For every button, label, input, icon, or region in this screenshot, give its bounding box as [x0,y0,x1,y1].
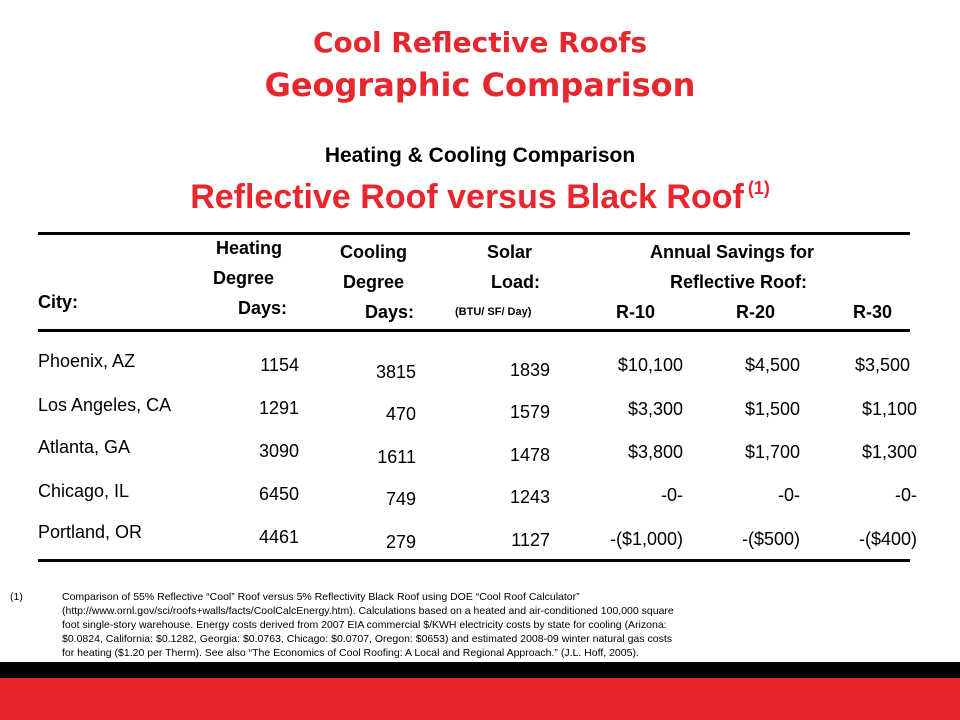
subtitle-main-text: Reflective Roof versus Black Roof [190,178,744,216]
footer-red-band [0,678,960,720]
header-savings-1: Annual Savings for [650,242,815,262]
r30-cell: $1,300 [861,442,917,462]
r10-cell: $3,300 [627,399,683,419]
header-savings-2: Reflective Roof: [670,272,808,292]
footer-black-band [0,662,960,678]
title-line-1: Cool Reflective Roofs [312,26,648,59]
r20-cell: $1,500 [744,399,800,419]
header-solar-2: Load: [491,272,540,292]
solar-cell: 1478 [509,445,550,465]
cooling-cell: 749 [385,489,416,509]
solar-cell: 1243 [509,487,550,507]
header-r20: R-20 [736,302,776,322]
city-cell: Atlanta, GA [38,437,131,457]
footnote-line: foot single-story warehouse. Energy costs derived from 2007 EIA commercial $/KWH electricity costs by state for cooling (Arizona: [62,619,667,631]
header-solar-1: Solar [487,242,533,262]
header-r30: R-30 [853,302,893,322]
solar-cell: 1839 [509,360,550,380]
header-solar-units: (BTU/ SF/ Day) [455,306,532,318]
header-cooling-3: Days: [365,302,415,322]
heating-cell: 3090 [258,441,299,461]
r10-cell: $3,800 [627,442,683,462]
r30-cell: -($400) [858,529,917,549]
r20-cell: -($500) [741,529,800,549]
header-rule [38,329,910,332]
r30-cell: $1,100 [861,399,917,419]
cooling-cell: 279 [385,532,416,552]
heating-cell: 4461 [258,527,299,547]
footnote-line: for heating ($1.20 per Therm). See also “The Economics of Cool Roofing: A Local and Regional Approach.” (J.L. Hoff, 2005). [62,647,639,659]
r10-cell: -($1,000) [609,529,683,549]
r30-cell: $3,500 [854,355,910,375]
city-cell: Phoenix, AZ [38,351,136,371]
header-cooling-1: Cooling [340,242,407,262]
bottom-rule [38,559,910,562]
heating-cell: 6450 [258,484,299,504]
r20-cell: -0- [778,485,800,505]
r30-cell: -0- [895,485,917,505]
header-heating-2: Degree [213,268,275,288]
footnote-marker: (1) [10,591,23,603]
solar-cell: 1127 [511,530,550,550]
footnote-reference: (1) [747,178,770,198]
r10-cell: $10,100 [617,355,683,375]
cooling-cell: 470 [385,404,416,424]
header-r10: R-10 [616,302,656,322]
solar-cell: 1579 [509,402,550,422]
subtitle-line-1: Heating & Cooling Comparison [324,144,636,167]
title-line-2: Geographic Comparison [264,66,696,104]
r20-cell: $4,500 [744,355,800,375]
header-heating-3: Days: [238,298,288,318]
heating-cell: 1154 [260,355,299,375]
footnote-line: Comparison of 55% Reflective “Cool” Roof versus 5% Reflectivity Black Roof using DOE “Cool Roof Calculator” [62,591,580,603]
header-city: City: [38,292,78,312]
city-cell: Chicago, IL [38,481,130,501]
r10-cell: -0- [661,485,683,505]
footnote-line: (http://www.ornl.gov/sci/roofs+walls/facts/CoolCalcEnergy.htm). Calculations based on a heated and air-conditioned 100,000 square [62,605,674,617]
subtitle-line-2 [0,178,960,217]
top-rule [38,232,910,235]
header-cooling-2: Degree [343,272,405,292]
cooling-cell: 3815 [375,362,416,382]
city-cell: Los Angeles, CA [38,395,172,415]
cooling-cell: 1611 [377,447,416,467]
r20-cell: $1,700 [744,442,800,462]
header-heating-1: Heating [216,238,283,258]
heating-cell: 1291 [258,398,299,418]
footnote-line: $0.0824, California: $0.1282, Georgia: $0.0763, Chicago: $0.0707, Oregon: $0653) and estimated 2008-09 winter natural gas costs [62,633,672,645]
city-cell: Portland, OR [38,522,143,542]
